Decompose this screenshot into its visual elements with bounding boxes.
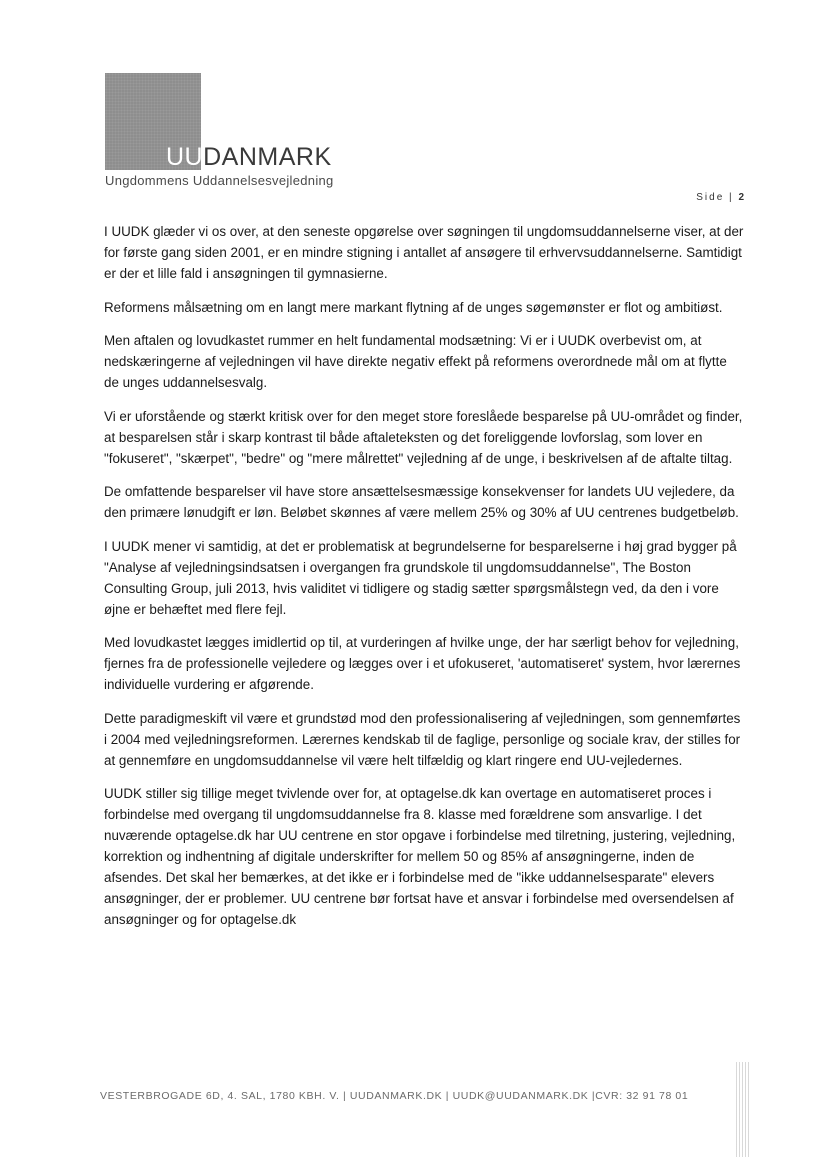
footer-contact: VESTERBROGADE 6D, 4. SAL, 1780 KBH. V. | UUDANMARK.DK | UUDK@UUDANMARK.DK |CVR: 32 91 78 01: [100, 1090, 689, 1102]
page-separator: |: [724, 192, 739, 203]
page-label: Side: [696, 192, 725, 203]
logo-prefix: UU: [166, 143, 204, 171]
scan-artifact: [736, 1062, 750, 1157]
paragraph: Men aftalen og lovudkastet rummer en helt fundamental modsætning: Vi er i UUDK overbevist om, at nedskæringerne af vejledningen vil have direkte negativ effekt på reformens overordnede mål om at flytte de unges uddannelsesvalg.: [104, 333, 727, 390]
paragraph: Reformens målsætning om en langt mere markant flytning af de unges søgemønster er flot og ambitiøst.: [104, 299, 723, 315]
logo-suffix: DANMARK: [203, 143, 332, 171]
paragraph: Vi er uforstående og stærkt kritisk over for den meget store foreslåede besparelse på UU-området og finder, at besparelsen står i skarp kontrast til både aftaleteksten og det foreliggende lovforslag, som lover en "fokuseret", "skærpet", "bedre" og "mere målrettet" vejledning af de unge, i beskrivelsen af de aftalte tiltag.: [104, 408, 743, 466]
logo-wordmark: [166, 142, 332, 172]
paragraph: Dette paradigmeskift vil være et grundstød mod den professionalisering af vejledningen, som gennemførtes i 2004 med vejledningsreformen. Lærernes kendskab til de faglige, personlige og sociale krav, der stilles for at gennemføre en ungdomsuddannelse vil være helt tilfældig og klart ringere end UU-vejledernes.: [104, 710, 741, 768]
paragraph: Med lovudkastet lægges imidlertid op til, at vurderingen af hvilke unge, der har særligt behov for vejledning, fjernes fra de professionelle vejledere og lægges over i et ufokuseret, 'automatiseret' system, hvor lærernes individuelle vurdering er afgørende.: [104, 635, 741, 692]
page-number-value: 2: [738, 192, 744, 203]
paragraph: I UUDK mener vi samtidig, at det er problematisk at begrundelserne for besparelserne i høj grad bygger på "Analyse af vejledningsindsatsen i overgangen fra grundskole til ungdomsuddannelse", The Boston Consulting Group, juli 2013, hvis validitet vi tidligere og stadig sætter spørgsmålstegn ved, da den i vore øjne er behæftet med flere fejl.: [104, 538, 737, 617]
letter-body: [104, 221, 744, 943]
page-number: [696, 192, 744, 203]
paragraph: I UUDK glæder vi os over, at den seneste opgørelse over søgningen til ungdomsuddannelserne viser, at der for første gang siden 2001, er en mindre stigning i antallet af ansøgere til erhvervsuddannelserne. Samtidigt er der et lille fald i ansøgningen til gymnasierne.: [104, 224, 744, 281]
paragraph: UUDK stiller sig tillige meget tvivlende over for, at optagelse.dk kan overtage en automatiseret proces i forbindelse med overgang til ungdomsuddannelse fra 8. klasse med forældrene som ansvarlige. I det nuværende optagelse.dk har UU centrene en stor opgave i forbindelse med tilretning, justering, vejledning, korrektion og indhentning af digitale underskrifter for mellem 50 og 85% af ansøgningerne, inden de afsendes. Det skal her bemærkes, at det ikke er i forbindelse med de "ikke uddannelsesparate" elevers ansøgninger, der er problemer. UU centrene bør fortsat have et ansvar i forbindelse med oversendelsen af ansøgninger og for optagelse.dk: [104, 786, 736, 927]
logo-tagline: Ungdommens Uddannelsesvejledning: [105, 173, 334, 188]
paragraph: De omfattende besparelser vil have store ansættelsesmæssige konsekvenser for landets UU vejledere, da den primære lønudgift er løn. Beløbet skønnes af være mellem 25% og 30% af UU centrenes budgetbeløb.: [104, 484, 739, 520]
